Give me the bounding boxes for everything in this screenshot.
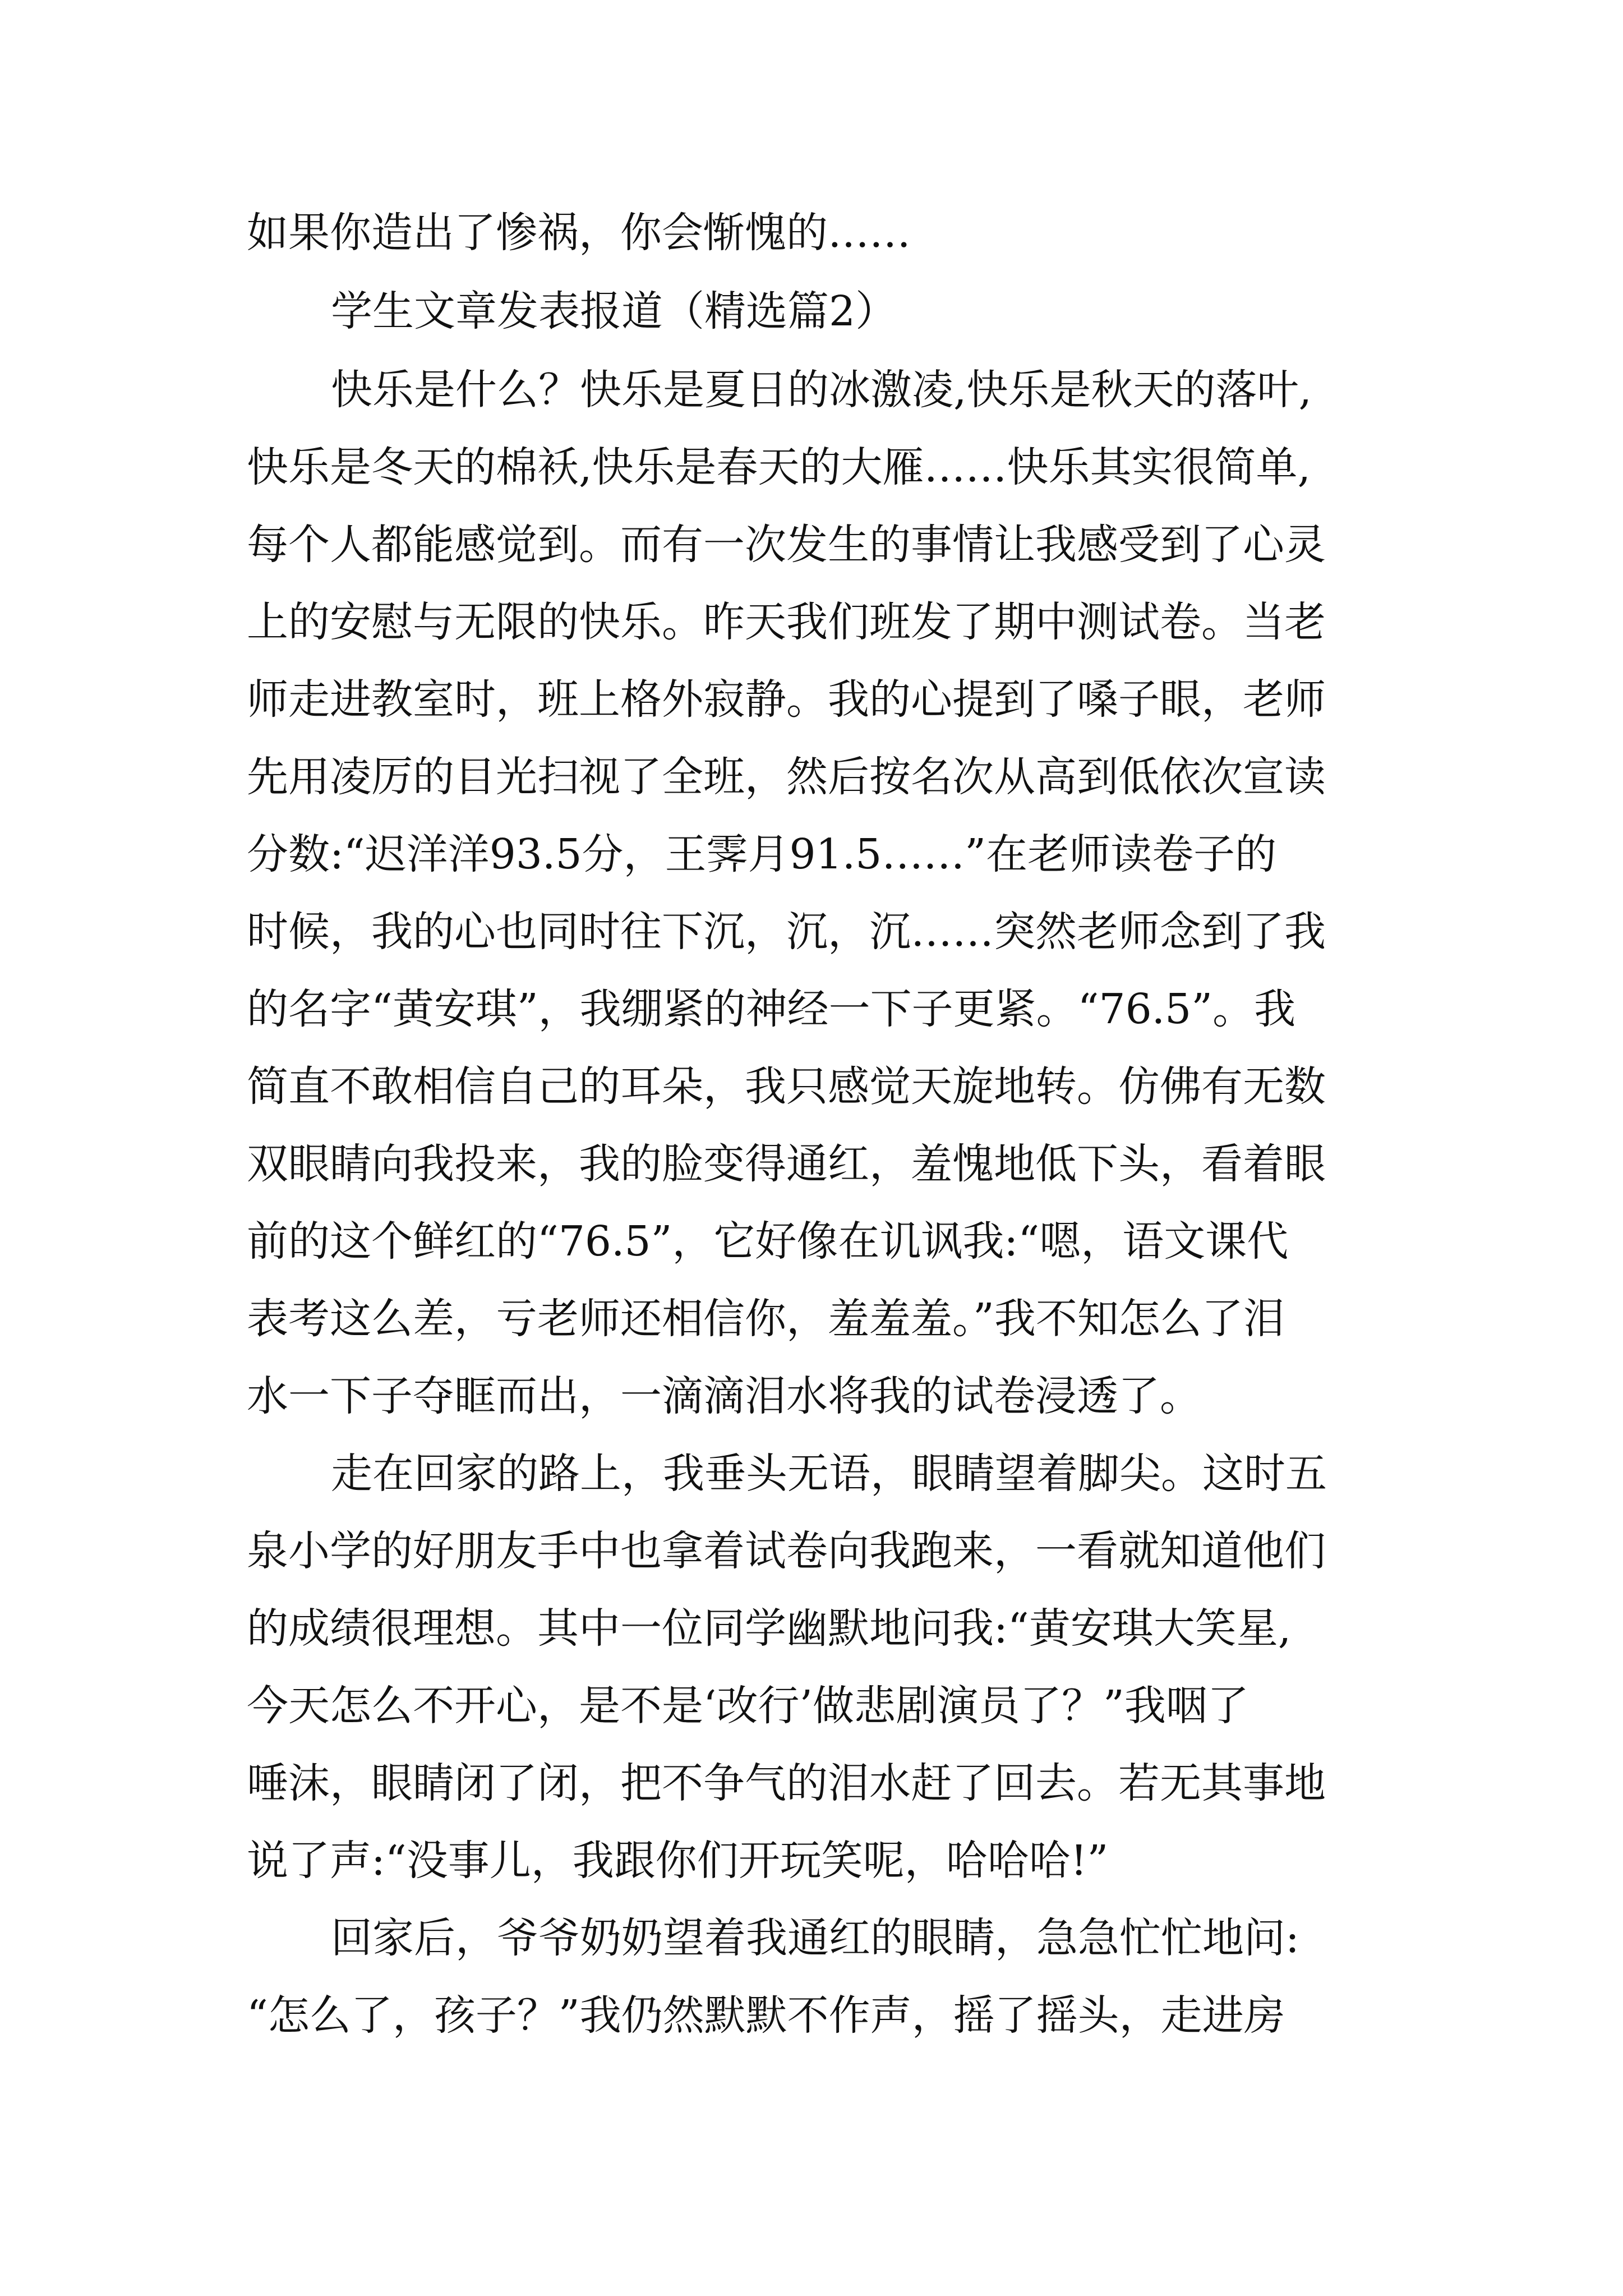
text-line: 泉小学的好朋友手中也拿着试卷向我跑来，一看就知道他们 [247,1527,1326,1575]
text-line: 前的这个鲜红的“76.5”，它好像在讥讽我:“嗯，语文课代 [247,1217,1289,1266]
text-line: 简直不敢相信自己的耳朵，我只感觉天旋地转。仿佛有无数 [247,1062,1326,1111]
text-line: 每个人都能感觉到。而有一次发生的事情让我感受到了心灵 [247,521,1326,569]
text-line: 时候，我的心也同时往下沉，沉，沉……突然老师念到了我 [247,908,1326,956]
text-line: 师走进教室时，班上格外寂静。我的心提到了嗓子眼，老师 [247,675,1326,724]
text-line: 水一下子夺眶而出，一滴滴泪水将我的试卷浸透了。 [247,1372,1201,1420]
text-line: 回家后，爷爷奶奶望着我通红的眼睛，急急忙忙地问: [331,1914,1299,1962]
text-line: 快乐是什么？快乐是夏日的冰激凌,快乐是秋天的落叶, [331,366,1312,414]
text-line: “怎么了，孩子？”我仍然默默不作声，摇了摇头，走进房 [247,1991,1285,2040]
text-line: 说了声:“没事儿，我跟你们开玩笑呢，哈哈哈!” [247,1837,1109,1885]
text-line: 快乐是冬天的棉袄,快乐是春天的大雁……快乐其实很简单, [247,443,1311,491]
text-line: 如果你造出了惨祸，你会惭愧的…… [247,209,911,257]
text-line: 今天怎么不开心，是不是‘改行’做悲剧演员了？”我咽了 [247,1682,1249,1730]
text-line: 唾沫，眼睛闭了闭，把不争气的泪水赶了回去。若无其事地 [247,1759,1326,1807]
text-line: 走在回家的路上，我垂头无语，眼睛望着脚尖。这时五 [331,1450,1327,1498]
text-line: 表考这么差，亏老师还相信你，羞羞羞。”我不知怎么了泪 [247,1295,1285,1343]
text-line: 双眼睛向我投来，我的脸变得通红，羞愧地低下头，看着眼 [247,1140,1326,1188]
text-line: 的成绩很理想。其中一位同学幽默地问我:“黄安琪大笑星, [247,1604,1292,1653]
text-line: 先用凌厉的目光扫视了全班，然后按名次从高到低依次宣读 [247,753,1326,801]
text-line: 上的安慰与无限的快乐。昨天我们班发了期中测试卷。当老 [247,598,1326,646]
section-heading: 学生文章发表报道（精选篇2） [331,287,897,335]
text-line: 的名字“黄安琪”，我绷紧的神经一下子更紧。“76.5”。我 [247,985,1296,1033]
text-line: 分数:“迟洋洋93.5分，王霁月91.5……”在老师读卷子的 [247,830,1277,878]
